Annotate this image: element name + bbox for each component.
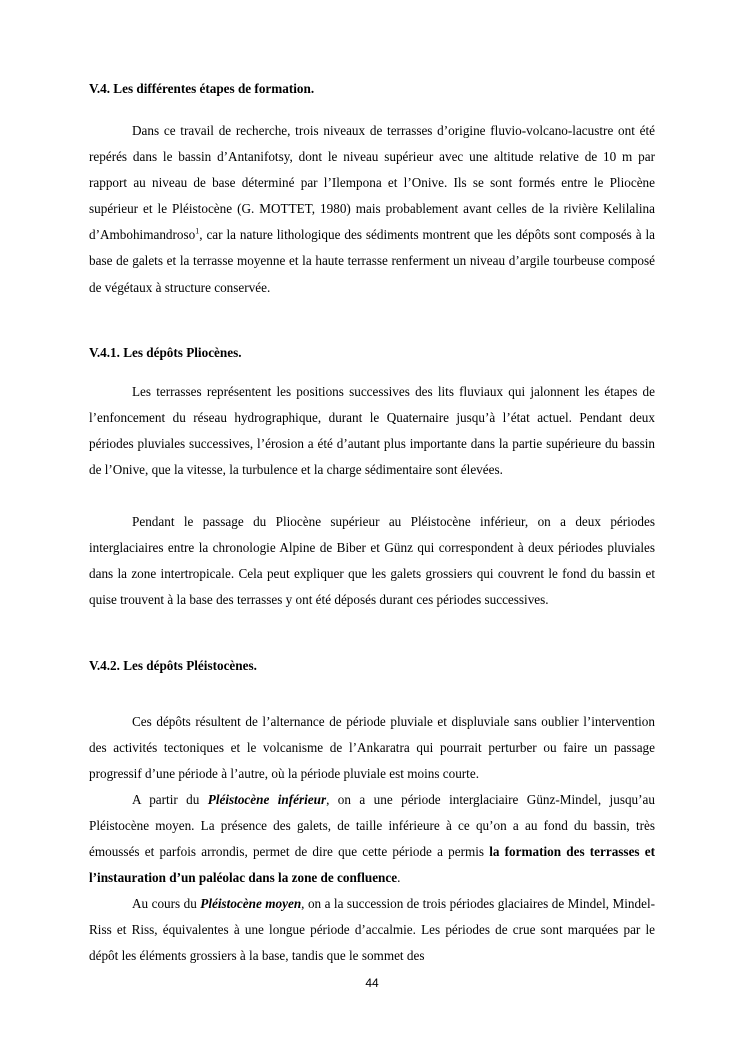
paragraph-text: Au cours du: [132, 896, 201, 911]
paragraph-v42-1: [89, 709, 655, 787]
section-heading-v4: V.4. Les différentes étapes de formation.: [89, 81, 315, 96]
bold-statement: la formation des terrasses et l’instauration d’un paléolac dans la zone de confluence: [89, 844, 655, 886]
paragraph-text: Les terrasses représentent les positions successives des lits fluviaux qui jalonnent les étapes de l’enfoncement du réseau hydrographique, durant le Quaternaire jusqu’à l’état actuel. Pendant deux périodes pluviales successives, l’érosion a été d’autant plus importante dans la partie supérieure du bassin de l’Onive, que la vitesse, la turbulence et la charge sédimentaire sont élevées.: [89, 384, 655, 478]
paragraph-text: Pendant le passage du Pliocène supérieur au Pléistocène inférieur, on a deux périodes interglaciaires entre la chronologie Alpine de Biber et Günz qui correspondent à deux périodes pluviales dans la zone intertropicale. Cela peut expliquer que les galets grossiers qui couvrent le fond du bassin et quise trouvent à la base des terrasses y ont été déposés durant ces périodes successives.: [89, 514, 655, 608]
paragraph-v42-2: [89, 787, 655, 891]
page-number: 44: [365, 976, 379, 990]
emphasized-term: Pléistocène inférieur: [207, 792, 327, 807]
footnote-ref[interactable]: 1: [195, 226, 200, 236]
emphasized-term: Pléistocène moyen: [200, 896, 302, 911]
paragraph-text: .: [397, 870, 401, 886]
section-heading-v42: V.4.2. Les dépôts Pléistocènes.: [89, 658, 257, 673]
paragraph-text: Ces dépôts résultent de l’alternance de période pluviale et displuviale sans oublier l’intervention des activités tectoniques et le volcanisme de l’Ankaratra qui pourrait perturber ou faire un passage progressif d’une période à l’autre, où la période pluviale est moins courte.: [89, 714, 655, 782]
paragraph-v42-3: [89, 891, 655, 969]
paragraph-text: , on a la succession de trois périodes glaciaires de Mindel, Mindel-Riss et Riss, équivalentes à une longue période d’accalmie. Les périodes de crue sont marquées par le dépôt les éléments grossiers à la base, tandis que le sommet des: [89, 896, 655, 964]
paragraph-v41-1: [89, 379, 655, 483]
section-heading-v41: V.4.1. Les dépôts Pliocènes.: [89, 345, 242, 360]
paragraph-v4-intro: [89, 118, 655, 301]
paragraph-v41-2: [89, 509, 655, 613]
paragraph-text: , on a une période interglaciaire Günz-Mindel, jusqu’au Pléistocène moyen. La présence des galets, de taille inférieure à ce qu’on a au fond du bassin, très émoussés et parfois arrondis, permet de dire que cette période a permis: [89, 792, 655, 860]
paragraph-text: A partir du: [132, 792, 208, 807]
paragraph-text: Dans ce travail de recherche, trois niveaux de terrasses d’origine fluvio-volcano-lacustre ont été repérés dans le bassin d’Antanifotsy, dont le niveau supérieur avec une altitude relative de 10 m par rapport au niveau de base déterminé par l’Ilempona et l’Onive. Ils se sont formés entre le Pliocène supérieur et le Pléistocène (G. MOTTET, 1980) mais probablement avant celles de la rivière Kelilalina d’Ambohimandroso: [89, 123, 655, 243]
paragraph-text: , car la nature lithologique des sédiments montrent que les dépôts sont composés à la base de galets et la terrasse moyenne et la haute terrasse renferment un niveau d’argile tourbeuse composé de végétaux à structure conservée.: [89, 227, 655, 295]
